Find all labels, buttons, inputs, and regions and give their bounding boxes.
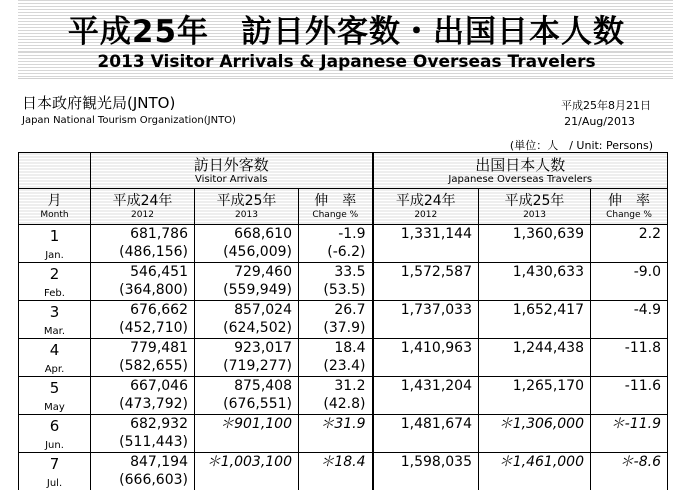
header-japanese-en: Japanese Overseas Travelers <box>448 173 593 185</box>
month-label: Jan. <box>45 250 64 261</box>
value: 1,410,963 <box>400 340 473 356</box>
visitor-2013-cell <box>195 225 299 263</box>
month-label: Apr. <box>44 364 65 375</box>
value: -1.9 <box>338 226 366 242</box>
value: 681,786 <box>130 226 188 242</box>
value: 33.5 <box>334 264 366 280</box>
month-number: 5 <box>49 379 60 397</box>
visitor-2013-cell <box>195 453 299 491</box>
value: ＊1,003,100 <box>206 454 292 470</box>
header-change-en: Change % <box>606 209 652 220</box>
header-japanese-jp: 出国日本人数 <box>475 155 566 174</box>
visitor-2013-cell <box>195 415 299 453</box>
header-visitor-2013 <box>195 189 299 225</box>
visitor-2012-cell <box>91 453 195 491</box>
value: 1,481,674 <box>400 416 473 432</box>
month-label: Mar. <box>43 326 66 337</box>
value: 1,360,639 <box>512 226 585 242</box>
value-sub: (473,792) <box>119 396 188 412</box>
value-sub: (456,009) <box>223 244 292 260</box>
value: 847,194 <box>130 454 188 470</box>
value: 668,610 <box>234 226 292 242</box>
month-cell <box>19 225 91 263</box>
header-visitor-jp: 訪日外客数 <box>193 155 269 174</box>
value: 1,430,633 <box>512 264 585 280</box>
statistics-table <box>18 152 668 490</box>
table-row <box>19 415 668 453</box>
month-cell <box>19 301 91 339</box>
value: 1,265,170 <box>512 378 585 394</box>
month-cell <box>19 415 91 453</box>
value-sub: (486,156) <box>119 244 188 260</box>
header-year-jp: 平成25年 <box>504 192 565 209</box>
japanese-2012-cell <box>373 225 479 263</box>
value: ＊901,100 <box>220 416 292 432</box>
japanese-2013-cell <box>479 415 591 453</box>
value: 875,408 <box>234 378 292 394</box>
header-year-en: 2012 <box>414 209 438 220</box>
value-sub <box>299 471 366 489</box>
japanese-change-cell <box>591 377 668 415</box>
header-year-jp: 平成24年 <box>112 192 173 209</box>
org-name-en: Japan National Tourism Organization(JNTO) <box>22 115 236 126</box>
value-sub: (53.5) <box>323 282 366 298</box>
japanese-2013-cell <box>479 263 591 301</box>
month-number: 3 <box>49 303 60 321</box>
visitor-2013-cell <box>195 377 299 415</box>
visitor-change-cell <box>299 339 373 377</box>
value: 1,431,204 <box>400 378 473 394</box>
value: 2.2 <box>638 226 662 242</box>
value: 1,598,035 <box>400 454 473 470</box>
header-japanese-change <box>591 189 668 225</box>
japanese-2013-cell <box>479 225 591 263</box>
month-cell <box>19 453 91 491</box>
visitor-2013-cell <box>195 263 299 301</box>
visitor-change-cell <box>299 453 373 491</box>
month-cell <box>19 263 91 301</box>
value: 1,652,417 <box>512 302 585 318</box>
value: -4.9 <box>633 302 662 318</box>
header-change-jp: 伸 率 <box>608 192 651 209</box>
japanese-2012-cell <box>373 339 479 377</box>
visitor-change-cell <box>299 225 373 263</box>
japanese-2013-cell <box>479 453 591 491</box>
japanese-change-cell <box>591 263 668 301</box>
month-number: 4 <box>49 341 60 359</box>
value: ＊31.9 <box>320 416 366 432</box>
page-title-en: 2013 Visitor Arrivals & Japanese Overseas Travelers <box>97 52 596 72</box>
month-cell <box>19 339 91 377</box>
date-jp: 平成25年8月21日 <box>561 99 651 112</box>
value: 667,046 <box>130 378 188 394</box>
value: 923,017 <box>234 340 292 356</box>
value-sub: (719,277) <box>223 358 292 374</box>
value: ＊1,461,000 <box>498 454 585 470</box>
value: 676,662 <box>130 302 188 318</box>
header-month <box>19 189 91 225</box>
header-japanese-2013 <box>479 189 591 225</box>
value-sub: (452,710) <box>119 320 188 336</box>
header-japanese-group <box>373 153 668 189</box>
visitor-change-cell <box>299 301 373 339</box>
month-label: May <box>44 402 65 413</box>
visitor-change-cell <box>299 377 373 415</box>
japanese-2012-cell <box>373 263 479 301</box>
visitor-change-cell <box>299 263 373 301</box>
visitor-2013-cell <box>195 301 299 339</box>
value-sub <box>195 471 292 489</box>
value: 1,331,144 <box>400 226 473 242</box>
visitor-change-cell <box>299 415 373 453</box>
value: -11.6 <box>624 378 662 394</box>
value-sub: (666,603) <box>119 472 188 488</box>
visitor-2012-cell <box>91 263 195 301</box>
value-sub: (-6.2) <box>327 244 366 260</box>
value-sub: (582,655) <box>119 358 188 374</box>
japanese-2012-cell <box>373 301 479 339</box>
header-year-en: 2012 <box>131 209 154 220</box>
month-label: Jun. <box>45 440 64 451</box>
month-cell <box>19 377 91 415</box>
month-number: 2 <box>49 265 60 283</box>
value-sub <box>195 433 292 451</box>
japanese-2012-cell <box>373 377 479 415</box>
header-year-jp: 平成25年 <box>216 192 277 209</box>
value-sub: (37.9) <box>323 320 366 336</box>
table-row <box>19 263 668 301</box>
value-sub: (511,443) <box>119 434 188 450</box>
value: -11.8 <box>624 340 662 356</box>
visitor-2012-cell <box>91 377 195 415</box>
japanese-change-cell <box>591 301 668 339</box>
header-year-jp: 平成24年 <box>395 192 456 209</box>
visitor-2012-cell <box>91 301 195 339</box>
header-year-en: 2013 <box>523 209 546 220</box>
value-sub: (23.4) <box>323 358 366 374</box>
header-visitor-en: Visitor Arrivals <box>195 173 268 185</box>
table-row <box>19 301 668 339</box>
value: 26.7 <box>334 302 366 318</box>
table-row <box>19 453 668 491</box>
month-label: Feb. <box>44 288 65 299</box>
value: 779,481 <box>130 340 188 356</box>
value: 729,460 <box>234 264 292 280</box>
table-row <box>19 339 668 377</box>
table-row <box>19 225 668 263</box>
japanese-change-cell <box>591 225 668 263</box>
org-name-jp: 日本政府観光局(JNTO) <box>22 94 176 112</box>
visitor-2013-cell <box>195 339 299 377</box>
value: 31.2 <box>334 378 366 394</box>
value-sub: (42.8) <box>323 396 366 412</box>
header-visitor-2012 <box>91 189 195 225</box>
month-number: 1 <box>49 227 60 245</box>
value-sub: (364,800) <box>119 282 188 298</box>
value: -9.0 <box>633 264 662 280</box>
header-year-en: 2013 <box>235 209 258 220</box>
japanese-change-cell <box>591 415 668 453</box>
month-label: Jul. <box>46 478 63 489</box>
visitor-2012-cell <box>91 415 195 453</box>
value: 1,737,033 <box>400 302 473 318</box>
japanese-2013-cell <box>479 301 591 339</box>
date-en: 21/Aug/2013 <box>564 115 635 128</box>
header-change-jp: 伸 率 <box>314 192 357 209</box>
header-visitor-group <box>91 153 373 189</box>
value: 1,572,587 <box>400 264 473 280</box>
value-sub <box>299 433 366 451</box>
value: 546,451 <box>130 264 188 280</box>
value: ＊18.4 <box>320 454 366 470</box>
header-month-jp: 月 <box>47 192 62 209</box>
japanese-change-cell <box>591 339 668 377</box>
value: ＊-8.6 <box>619 454 662 470</box>
header-blank <box>19 153 91 189</box>
month-number: 6 <box>49 417 60 435</box>
header-change-en: Change % <box>312 209 359 220</box>
japanese-2013-cell <box>479 339 591 377</box>
header-japanese-2012 <box>373 189 479 225</box>
value: 682,932 <box>130 416 188 432</box>
value: ＊-11.9 <box>610 416 662 432</box>
page-title-jp: 平成25年 訪日外客数・出国日本人数 <box>67 14 626 50</box>
japanese-change-cell <box>591 453 668 491</box>
japanese-2012-cell <box>373 415 479 453</box>
visitor-2012-cell <box>91 339 195 377</box>
value-sub: (559,949) <box>223 282 292 298</box>
month-number: 7 <box>49 455 60 473</box>
visitor-2012-cell <box>91 225 195 263</box>
japanese-2013-cell <box>479 377 591 415</box>
value: 18.4 <box>334 340 366 356</box>
value-sub: (676,551) <box>223 396 292 412</box>
value-sub: (624,502) <box>223 320 292 336</box>
value: ＊1,306,000 <box>498 416 585 432</box>
table-row <box>19 377 668 415</box>
header-month-en: Month <box>40 209 69 220</box>
japanese-2012-cell <box>373 453 479 491</box>
value: 1,244,438 <box>512 340 585 356</box>
value: 857,024 <box>234 302 292 318</box>
header-visitor-change <box>299 189 373 225</box>
unit-note: (単位：人 / Unit: Persons) <box>509 139 653 152</box>
